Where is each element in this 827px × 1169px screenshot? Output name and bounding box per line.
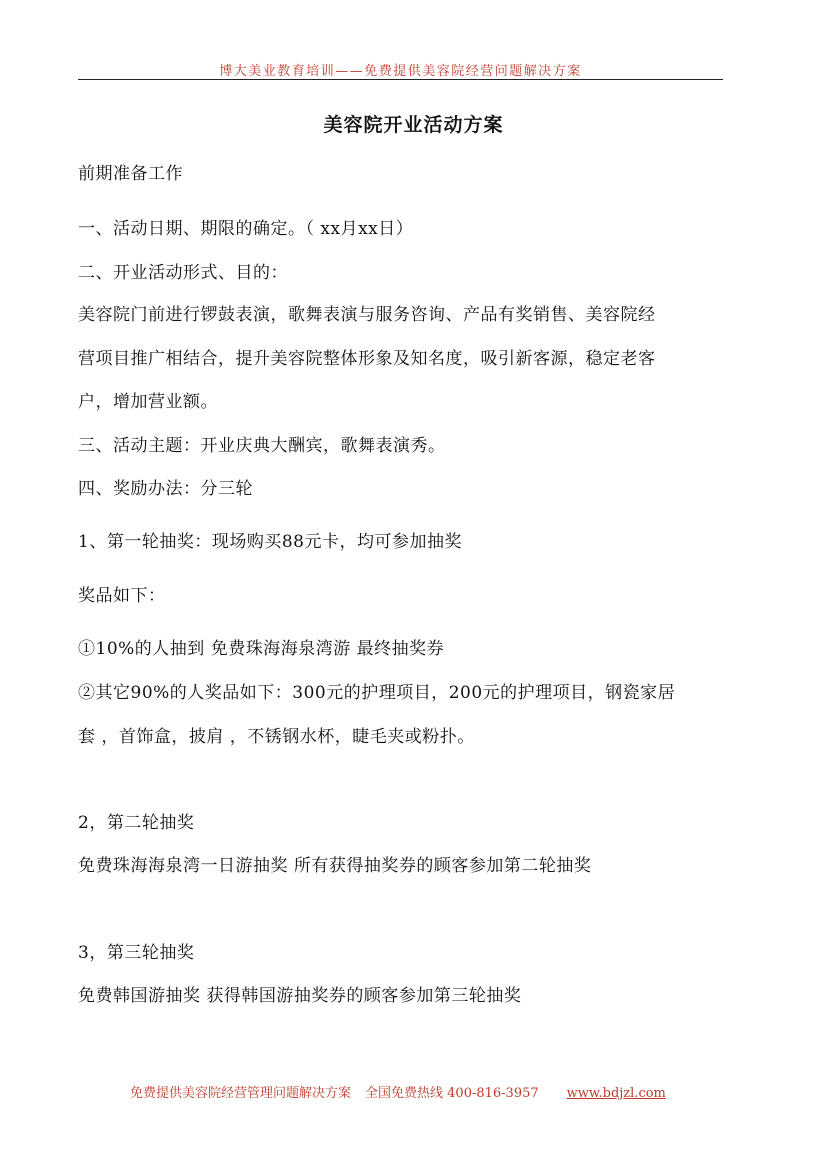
footer-hotline: 全国免费热线 400-816-3957 bbox=[365, 1086, 539, 1101]
paragraph-line: 四、奖励办法：分三轮 bbox=[78, 479, 253, 499]
paragraph-line: 二、开业活动形式、目的： bbox=[78, 263, 288, 283]
paragraph-line: 美容院门前进行锣鼓表演，歌舞表演与服务咨询、产品有奖销售、美容院经 bbox=[78, 305, 656, 325]
page-header: 博大美业教育培训——免费提供美容院经营问题解决方案 bbox=[219, 64, 582, 79]
paragraph-line: 户，增加营业额。 bbox=[78, 392, 218, 412]
paragraph-line: 1、第一轮抽奖：现场购买88元卡，均可参加抽奖 bbox=[78, 532, 462, 552]
paragraph-line: 免费珠海海泉湾一日游抽奖 所有获得抽奖券的顾客参加第二轮抽奖 bbox=[78, 856, 592, 876]
page-footer bbox=[130, 1082, 666, 1101]
paragraph-line: 三、活动主题：开业庆典大酬宾，歌舞表演秀。 bbox=[78, 436, 446, 456]
paragraph-line: ②其它90%的人奖品如下：300元的护理项目，200元的护理项目，钢瓷家居 bbox=[78, 683, 676, 703]
paragraph-line: 套 ，首饰盒，披肩 ，不锈钢水杯，睫毛夹或粉扑。 bbox=[78, 727, 475, 747]
paragraph-line: 奖品如下： bbox=[78, 586, 166, 606]
paragraph-line: 2，第二轮抽奖 bbox=[78, 813, 195, 833]
header-divider bbox=[78, 79, 723, 80]
section-heading: 前期准备工作 bbox=[78, 164, 183, 184]
paragraph-line: 一、活动日期、期限的确定。（ xx月xx日） bbox=[78, 219, 414, 239]
document-title: 美容院开业活动方案 bbox=[323, 114, 504, 136]
paragraph-line: 营项目推广相结合，提升美容院整体形象及知名度，吸引新客源，稳定老客 bbox=[78, 349, 656, 369]
paragraph-line: ①10%的人抽到 免费珠海海泉湾游 最终抽奖券 bbox=[78, 639, 445, 659]
paragraph-line: 3，第三轮抽奖 bbox=[78, 943, 195, 963]
paragraph-line: 免费韩国游抽奖 获得韩国游抽奖券的顾客参加第三轮抽奖 bbox=[78, 986, 522, 1006]
footer-text: 免费提供美容院经营管理问题解决方案 bbox=[130, 1086, 352, 1101]
footer-url-link[interactable]: www.bdjzl.com bbox=[566, 1086, 666, 1101]
